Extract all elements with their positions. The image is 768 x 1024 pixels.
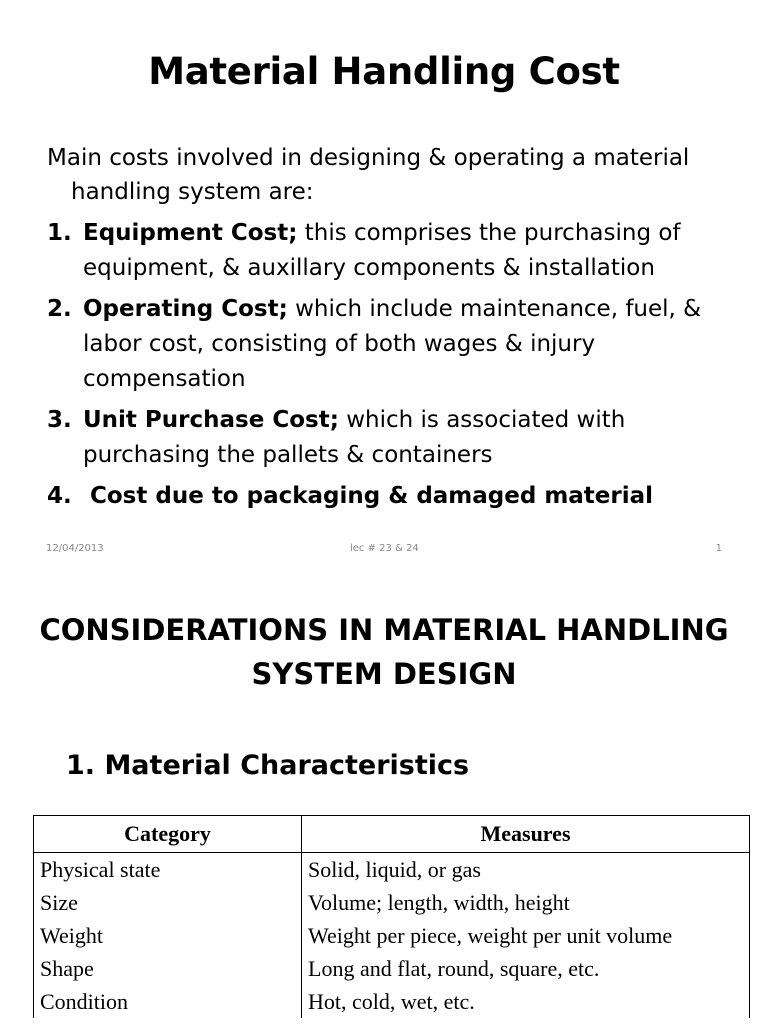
list-item-heading: Unit Purchase Cost;	[83, 407, 339, 433]
table-row	[34, 853, 750, 887]
intro-paragraph: Main costs involved in designing & operating a material handling system are:	[47, 145, 690, 205]
slide-title	[0, 608, 768, 696]
cost-list	[47, 216, 737, 520]
list-number: 3.	[47, 407, 72, 433]
footer-lecture: lec # 23 & 24	[350, 543, 419, 554]
section-heading: 1. Material Characteristics	[66, 750, 470, 781]
table-row	[34, 985, 750, 1018]
footer-date: 12/04/2013	[46, 543, 104, 554]
table-cell-category: Weight	[34, 919, 302, 952]
table-cell-measures: Hot, cold, wet, etc.	[302, 985, 750, 1018]
slide-title-line1: CONSIDERATIONS IN MATERIAL HANDLING	[39, 613, 729, 647]
slide-considerations	[0, 570, 768, 1024]
slide-title-line2: SYSTEM DESIGN	[251, 657, 517, 691]
list-item-text: which is associated with purchasing the pallets & containers	[83, 407, 626, 468]
table-cell-measures: Weight per piece, weight per unit volume	[302, 919, 750, 952]
table-row	[34, 952, 750, 985]
table-cell-measures: Solid, liquid, or gas	[302, 853, 750, 887]
list-item	[47, 216, 737, 286]
table-cell-measures: Volume; length, width, height	[302, 886, 750, 919]
list-item	[47, 292, 737, 397]
slide-title: Material Handling Cost	[148, 50, 620, 93]
list-number: 4.	[47, 483, 72, 509]
column-header-measures: Measures	[302, 816, 750, 853]
list-item-heading: Operating Cost;	[83, 296, 288, 322]
table-cell-category: Shape	[34, 952, 302, 985]
table-row	[34, 919, 750, 952]
table-cell-category: Size	[34, 886, 302, 919]
material-characteristics-table	[33, 815, 750, 1018]
list-item-text: this comprises the purchasing of equipment, & auxillary components & installation	[83, 220, 681, 281]
table-cell-category: Condition	[34, 985, 302, 1018]
table-header-row	[34, 816, 750, 853]
list-item	[47, 479, 737, 514]
list-number: 1.	[47, 220, 72, 246]
list-item	[47, 403, 737, 473]
column-header-category: Category	[34, 816, 302, 853]
list-number: 2.	[47, 296, 72, 322]
list-item-text: which include maintenance, fuel, & labor cost, consisting of both wages & injury compensation	[83, 296, 702, 392]
table-cell-measures: Long and flat, round, square, etc.	[302, 952, 750, 985]
list-item-heading: Cost due to packaging & damaged material	[90, 483, 654, 509]
footer-page-number: 1	[715, 543, 722, 554]
list-item-heading: Equipment Cost;	[83, 220, 298, 246]
table-row	[34, 886, 750, 919]
table-cell-category: Physical state	[34, 853, 302, 887]
